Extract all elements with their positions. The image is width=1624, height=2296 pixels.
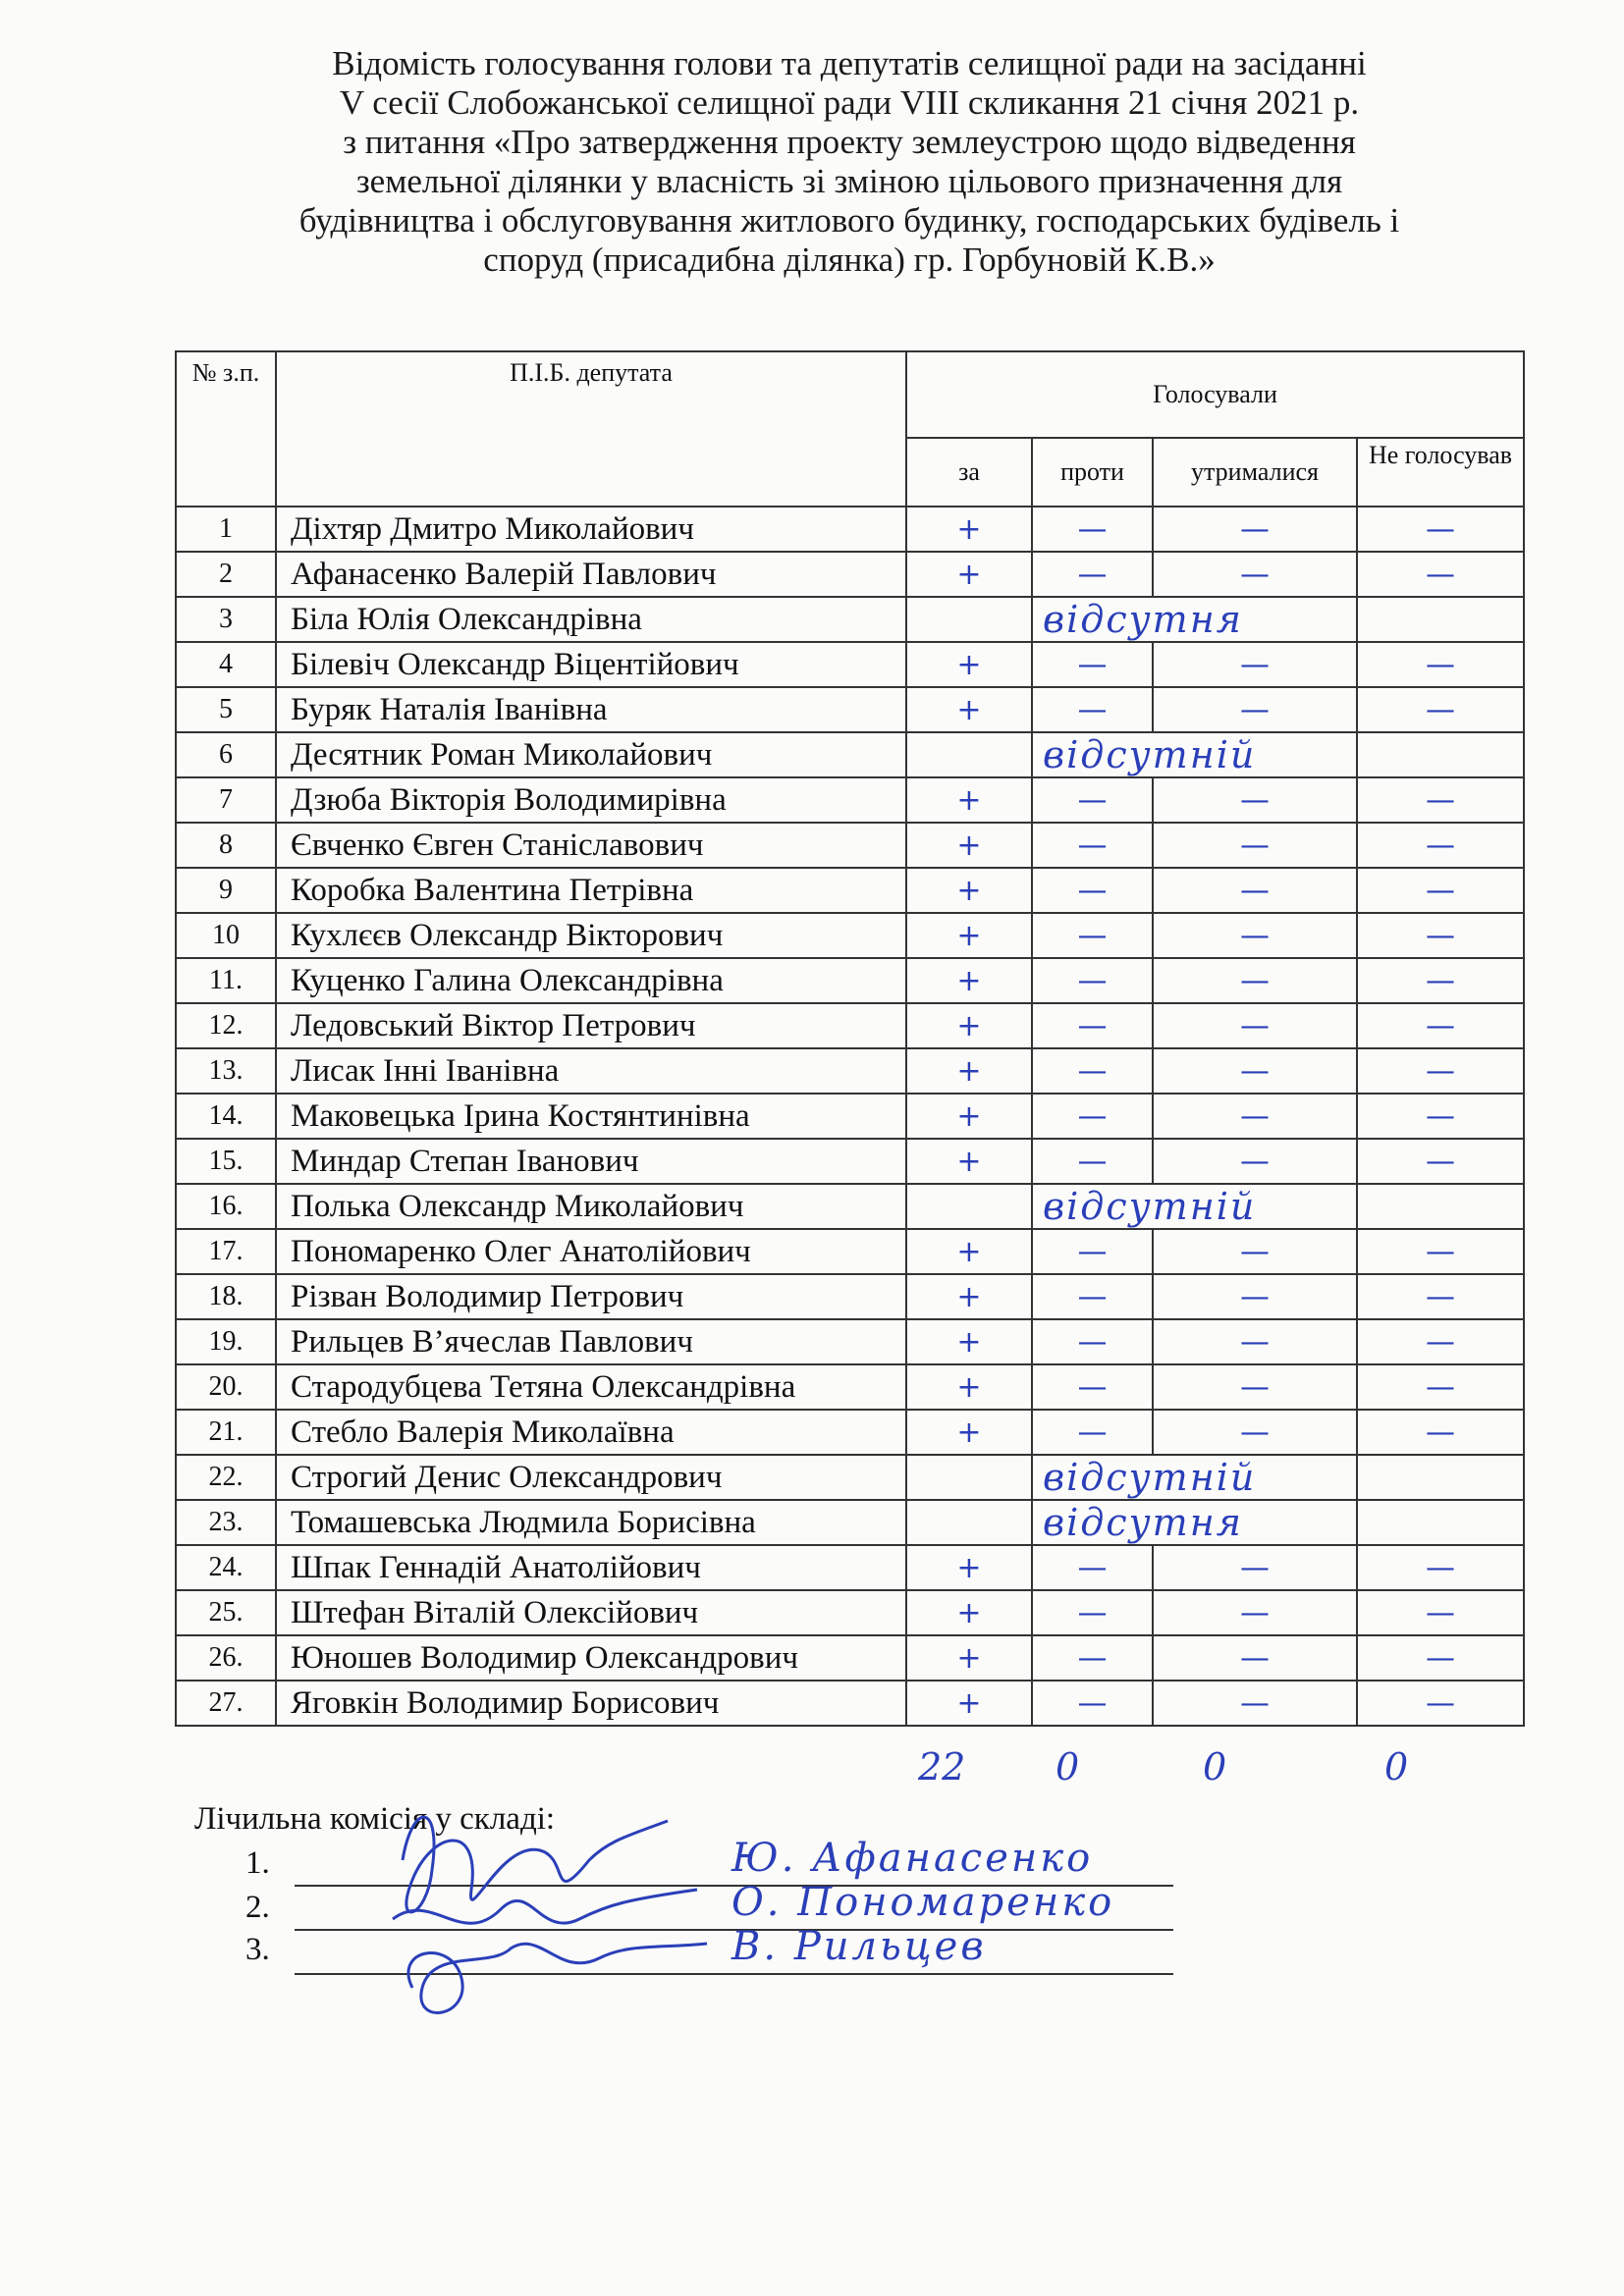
vote-not-voted: — — [1357, 642, 1524, 687]
deputy-name: Пономаренко Олег Анатолійович — [276, 1229, 906, 1274]
row-number: 11. — [176, 958, 276, 1003]
vote-against: — — [1032, 958, 1153, 1003]
title-line: з питання «Про затвердження проекту землеустрою щодо відведення — [343, 123, 1356, 161]
table-row — [176, 1681, 1524, 1726]
vote-not-voted: — — [1357, 958, 1524, 1003]
vote-not-voted-empty — [1357, 1455, 1524, 1500]
row-number: 14. — [176, 1094, 276, 1139]
vote-for: + — [906, 958, 1032, 1003]
deputy-name: Полька Олександр Миколайович — [276, 1184, 906, 1229]
table-row — [176, 913, 1524, 958]
row-number: 25. — [176, 1590, 276, 1635]
total-against: 0 — [1056, 1745, 1080, 1789]
deputy-name: Діхтяр Дмитро Миколайович — [276, 507, 906, 552]
vote-not-voted: — — [1357, 1590, 1524, 1635]
vote-for: + — [906, 868, 1032, 913]
commission-num: 2. — [245, 1890, 270, 1925]
vote-not-voted: — — [1357, 687, 1524, 732]
deputy-name: Рильцев В’ячеслав Павлович — [276, 1319, 906, 1364]
table-row — [176, 597, 1524, 642]
vote-not-voted: — — [1357, 1410, 1524, 1455]
vote-not-voted: — — [1357, 868, 1524, 913]
vote-against: — — [1032, 687, 1153, 732]
table-row — [176, 1319, 1524, 1364]
vote-for: + — [906, 1590, 1032, 1635]
vote-for: + — [906, 1094, 1032, 1139]
table-row — [176, 1048, 1524, 1094]
table-row — [176, 1410, 1524, 1455]
absent-mark: відсутній — [1032, 732, 1357, 777]
deputy-name: Стебло Валерія Миколаївна — [276, 1410, 906, 1455]
vote-for-empty — [906, 1184, 1032, 1229]
vote-for: + — [906, 507, 1032, 552]
row-number: 3 — [176, 597, 276, 642]
header-name: П.І.Б. депутата — [276, 351, 906, 507]
header-not-voted: Не голосував — [1357, 438, 1524, 507]
deputy-name: Буряк Наталія Іванівна — [276, 687, 906, 732]
vote-not-voted: — — [1357, 1545, 1524, 1590]
absent-mark: відсутній — [1032, 1184, 1357, 1229]
deputy-name: Куценко Галина Олександрівна — [276, 958, 906, 1003]
vote-abstained: — — [1153, 913, 1357, 958]
vote-not-voted: — — [1357, 1635, 1524, 1681]
row-number: 20. — [176, 1364, 276, 1410]
deputy-name: Різван Володимир Петрович — [276, 1274, 906, 1319]
vote-abstained: — — [1153, 1048, 1357, 1094]
vote-abstained: — — [1153, 1003, 1357, 1048]
vote-not-voted: — — [1357, 1364, 1524, 1410]
row-number: 27. — [176, 1681, 276, 1726]
vote-abstained: — — [1153, 823, 1357, 868]
vote-against: — — [1032, 1364, 1153, 1410]
vote-not-voted-empty — [1357, 732, 1524, 777]
vote-abstained: — — [1153, 1139, 1357, 1184]
vote-not-voted: — — [1357, 1139, 1524, 1184]
absent-mark: відсутній — [1032, 1455, 1357, 1500]
vote-for: + — [906, 913, 1032, 958]
vote-against: — — [1032, 642, 1153, 687]
title-line: V сесії Слобожанської селищної ради VIII скликання 21 січня 2021 р. — [339, 83, 1360, 122]
vote-abstained: — — [1153, 958, 1357, 1003]
deputy-name: Строгий Денис Олександрович — [276, 1455, 906, 1500]
title-line: споруд (присадибна ділянка) гр. Горбуновій К.В.» — [483, 240, 1216, 279]
absent-mark: відсутня — [1032, 597, 1357, 642]
vote-for: + — [906, 1635, 1032, 1681]
row-number: 8 — [176, 823, 276, 868]
row-number: 7 — [176, 777, 276, 823]
vote-not-voted: — — [1357, 1094, 1524, 1139]
table-row — [176, 823, 1524, 868]
vote-not-voted: — — [1357, 1003, 1524, 1048]
table-row — [176, 1184, 1524, 1229]
signature-scribbles — [373, 1782, 727, 2037]
deputy-name: Десятник Роман Миколайович — [276, 732, 906, 777]
table-row — [176, 1635, 1524, 1681]
deputy-name: Маковецька Ірина Костянтинівна — [276, 1094, 906, 1139]
total-not-voted: 0 — [1384, 1745, 1409, 1789]
vote-against: — — [1032, 1229, 1153, 1274]
vote-against: — — [1032, 777, 1153, 823]
commission-name: О. Пономаренко — [731, 1880, 1115, 1925]
vote-abstained: — — [1153, 1410, 1357, 1455]
vote-against: — — [1032, 507, 1153, 552]
table-row — [176, 507, 1524, 552]
header-voted: Голосували — [906, 351, 1524, 438]
row-number: 9 — [176, 868, 276, 913]
row-number: 10 — [176, 913, 276, 958]
vote-against: — — [1032, 552, 1153, 597]
row-number: 18. — [176, 1274, 276, 1319]
vote-not-voted: — — [1357, 823, 1524, 868]
row-number: 23. — [176, 1500, 276, 1545]
vote-against: — — [1032, 1590, 1153, 1635]
deputy-name: Дзюба Вікторія Володимирівна — [276, 777, 906, 823]
table-row — [176, 1274, 1524, 1319]
vote-against: — — [1032, 1274, 1153, 1319]
vote-not-voted: — — [1357, 1319, 1524, 1364]
vote-abstained: — — [1153, 777, 1357, 823]
row-number: 6 — [176, 732, 276, 777]
commission-name: Ю. Афанасенко — [731, 1836, 1094, 1881]
vote-for-empty — [906, 597, 1032, 642]
deputy-name: Миндар Степан Іванович — [276, 1139, 906, 1184]
vote-not-voted: — — [1357, 507, 1524, 552]
row-number: 1 — [176, 507, 276, 552]
title-line: будівництва і обслуговування житлового будинку, господарських будівель і — [298, 201, 1400, 240]
table-row — [176, 1455, 1524, 1500]
table-row — [176, 1229, 1524, 1274]
deputy-name: Білевіч Олександр Віцентійович — [276, 642, 906, 687]
row-number: 16. — [176, 1184, 276, 1229]
vote-for: + — [906, 823, 1032, 868]
vote-for-empty — [906, 1455, 1032, 1500]
table-row — [176, 732, 1524, 777]
deputy-name: Біла Юлія Олександрівна — [276, 597, 906, 642]
table-row — [176, 777, 1524, 823]
row-number: 21. — [176, 1410, 276, 1455]
vote-not-voted: — — [1357, 1229, 1524, 1274]
vote-not-voted: — — [1357, 777, 1524, 823]
row-number: 26. — [176, 1635, 276, 1681]
commission-num: 3. — [245, 1932, 270, 1967]
total-abstained: 0 — [1203, 1745, 1227, 1789]
vote-against: — — [1032, 1003, 1153, 1048]
table-row — [176, 1003, 1524, 1048]
vote-abstained: — — [1153, 1364, 1357, 1410]
vote-against: — — [1032, 868, 1153, 913]
row-number: 19. — [176, 1319, 276, 1364]
deputy-name: Штефан Віталій Олексійович — [276, 1590, 906, 1635]
table-row — [176, 1590, 1524, 1635]
deputy-name: Коробка Валентина Петрівна — [276, 868, 906, 913]
vote-against: — — [1032, 1094, 1153, 1139]
vote-for: + — [906, 1003, 1032, 1048]
header-against: проти — [1032, 438, 1153, 507]
vote-abstained: — — [1153, 1094, 1357, 1139]
header-num: № з.п. — [176, 351, 276, 507]
vote-not-voted-empty — [1357, 1500, 1524, 1545]
row-number: 5 — [176, 687, 276, 732]
document-title — [147, 44, 1551, 280]
vote-for: + — [906, 1139, 1032, 1184]
vote-abstained: — — [1153, 552, 1357, 597]
deputy-name: Євченко Євген Станіславович — [276, 823, 906, 868]
commission-name: В. Рильцев — [731, 1924, 987, 1969]
title-line: Відомість голосування голови та депутатів селищної ради на засіданні — [332, 44, 1367, 82]
vote-abstained: — — [1153, 687, 1357, 732]
row-number: 17. — [176, 1229, 276, 1274]
table-row — [176, 1364, 1524, 1410]
vote-rows — [176, 507, 1524, 1726]
vote-not-voted: — — [1357, 913, 1524, 958]
vote-not-voted-empty — [1357, 597, 1524, 642]
row-number: 13. — [176, 1048, 276, 1094]
vote-for: + — [906, 642, 1032, 687]
vote-abstained: — — [1153, 642, 1357, 687]
deputy-name: Стародубцева Тетяна Олександрівна — [276, 1364, 906, 1410]
deputy-name: Ледовський Віктор Петрович — [276, 1003, 906, 1048]
table-row — [176, 1545, 1524, 1590]
table-row — [176, 642, 1524, 687]
vote-abstained: — — [1153, 1229, 1357, 1274]
deputy-name: Томашевська Людмила Борисівна — [276, 1500, 906, 1545]
deputy-name: Яговкін Володимир Борисович — [276, 1681, 906, 1726]
vote-abstained: — — [1153, 868, 1357, 913]
vote-for: + — [906, 1319, 1032, 1364]
deputy-name: Юношев Володимир Олександрович — [276, 1635, 906, 1681]
vote-abstained: — — [1153, 507, 1357, 552]
row-number: 15. — [176, 1139, 276, 1184]
row-number: 4 — [176, 642, 276, 687]
voting-table — [175, 350, 1525, 1727]
vote-for: + — [906, 777, 1032, 823]
vote-for: + — [906, 1229, 1032, 1274]
vote-for-empty — [906, 732, 1032, 777]
vote-abstained: — — [1153, 1545, 1357, 1590]
row-number: 22. — [176, 1455, 276, 1500]
vote-for: + — [906, 1681, 1032, 1726]
vote-not-voted: — — [1357, 1274, 1524, 1319]
vote-abstained: — — [1153, 1635, 1357, 1681]
table-row — [176, 552, 1524, 597]
vote-for: + — [906, 552, 1032, 597]
vote-not-voted: — — [1357, 552, 1524, 597]
row-number: 2 — [176, 552, 276, 597]
commission-label: Лічильна комісія у складі: — [194, 1801, 556, 1837]
vote-for: + — [906, 1410, 1032, 1455]
vote-against: — — [1032, 913, 1153, 958]
vote-against: — — [1032, 1410, 1153, 1455]
table-row — [176, 1094, 1524, 1139]
vote-against: — — [1032, 1635, 1153, 1681]
vote-not-voted-empty — [1357, 1184, 1524, 1229]
vote-not-voted: — — [1357, 1681, 1524, 1726]
vote-against: — — [1032, 1681, 1153, 1726]
vote-abstained: — — [1153, 1319, 1357, 1364]
deputy-name: Лисак Інні Іванівна — [276, 1048, 906, 1094]
title-line: земельної ділянки у власність зі зміною цільового призначення для — [355, 162, 1343, 200]
header-for: за — [906, 438, 1032, 507]
table-row — [176, 868, 1524, 913]
vote-against: — — [1032, 1545, 1153, 1590]
vote-for: + — [906, 1364, 1032, 1410]
vote-against: — — [1032, 1319, 1153, 1364]
vote-abstained: — — [1153, 1590, 1357, 1635]
table-row — [176, 687, 1524, 732]
vote-for: + — [906, 1545, 1032, 1590]
table-row — [176, 958, 1524, 1003]
deputy-name: Афанасенко Валерій Павлович — [276, 552, 906, 597]
row-number: 12. — [176, 1003, 276, 1048]
row-number: 24. — [176, 1545, 276, 1590]
table-row — [176, 1139, 1524, 1184]
vote-against: — — [1032, 1139, 1153, 1184]
vote-abstained: — — [1153, 1681, 1357, 1726]
vote-for: + — [906, 1048, 1032, 1094]
total-for: 22 — [918, 1745, 966, 1789]
vote-against: — — [1032, 1048, 1153, 1094]
commission-num: 1. — [245, 1845, 270, 1881]
vote-for: + — [906, 687, 1032, 732]
deputy-name: Кухлєєв Олександр Вікторович — [276, 913, 906, 958]
vote-against: — — [1032, 823, 1153, 868]
deputy-name: Шпак Геннадій Анатолійович — [276, 1545, 906, 1590]
vote-abstained: — — [1153, 1274, 1357, 1319]
absent-mark: відсутня — [1032, 1500, 1357, 1545]
vote-for-empty — [906, 1500, 1032, 1545]
table-row — [176, 1500, 1524, 1545]
vote-for: + — [906, 1274, 1032, 1319]
vote-not-voted: — — [1357, 1048, 1524, 1094]
header-abstained: утрималися — [1153, 438, 1357, 507]
